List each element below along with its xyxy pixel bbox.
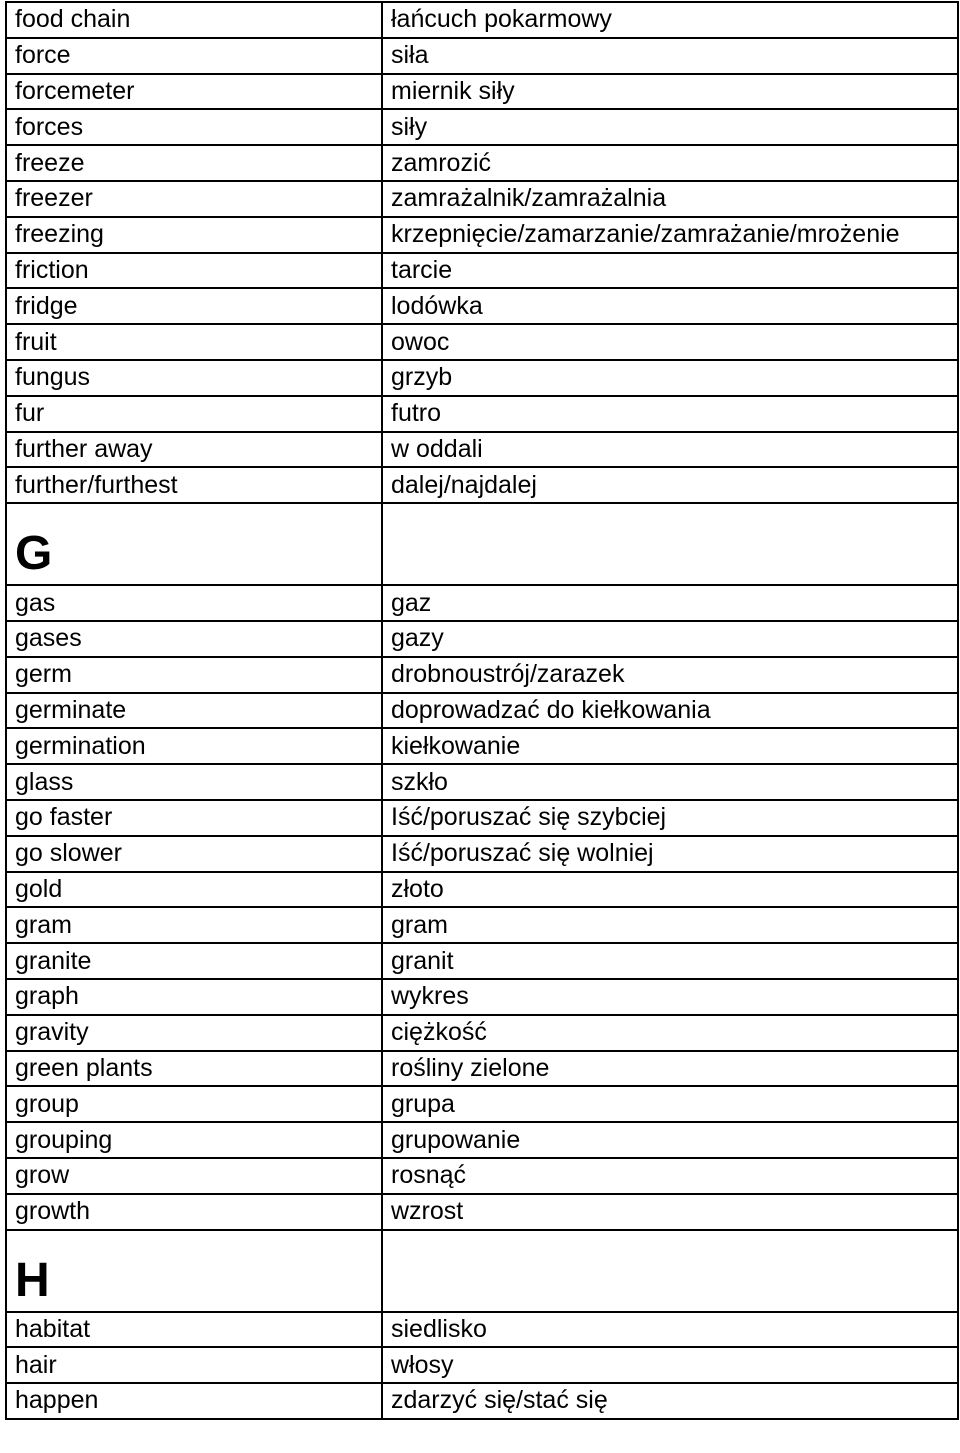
section-header-blank-cell [382,1230,958,1312]
glossary-row [6,2,958,38]
english-term: group [6,1086,382,1122]
polish-translation: granit [382,943,958,979]
english-term: freeze [6,145,382,181]
glossary-row [6,1312,958,1348]
polish-translation: rosnąć [382,1158,958,1194]
english-term: germinate [6,693,382,729]
english-term: force [6,38,382,74]
polish-translation: gazy [382,621,958,657]
polish-translation: tarcie [382,253,958,289]
english-term: green plants [6,1051,382,1087]
glossary-row [6,836,958,872]
glossary-row [6,432,958,468]
glossary-row [6,145,958,181]
glossary-row [6,109,958,145]
glossary-row [6,181,958,217]
glossary-row [6,1383,958,1419]
english-term: grow [6,1158,382,1194]
polish-translation: siedlisko [382,1312,958,1348]
english-term: freezing [6,217,382,253]
polish-translation: włosy [382,1347,958,1383]
polish-translation: miernik siły [382,74,958,110]
english-term: fridge [6,288,382,324]
glossary-row [6,1194,958,1230]
polish-translation: owoc [382,324,958,360]
glossary-body [6,2,958,1419]
polish-translation: złoto [382,872,958,908]
glossary-row [6,872,958,908]
polish-translation: gram [382,907,958,943]
glossary-row [6,288,958,324]
polish-translation: Iść/poruszać się szybciej [382,800,958,836]
glossary-row [6,943,958,979]
polish-translation: zamrozić [382,145,958,181]
polish-translation: w oddali [382,432,958,468]
english-term: gases [6,621,382,657]
english-term: further/furthest [6,467,382,503]
polish-translation: zamrażalnik/zamrażalnia [382,181,958,217]
polish-translation: doprowadzać do kiełkowania [382,693,958,729]
english-term: hair [6,1347,382,1383]
english-term: fruit [6,324,382,360]
glossary-row [6,360,958,396]
english-term: gravity [6,1015,382,1051]
polish-translation: grupowanie [382,1122,958,1158]
glossary-row [6,324,958,360]
glossary-row [6,693,958,729]
glossary-row [6,38,958,74]
glossary-row [6,467,958,503]
polish-translation: wzrost [382,1194,958,1230]
polish-translation: wykres [382,979,958,1015]
section-letter: G [6,503,382,585]
english-term: fur [6,396,382,432]
glossary-row [6,621,958,657]
polish-translation: rośliny zielone [382,1051,958,1087]
english-term: glass [6,764,382,800]
glossary-row [6,764,958,800]
english-term: freezer [6,181,382,217]
glossary-row [6,979,958,1015]
glossary-table [5,1,959,1420]
polish-translation: kiełkowanie [382,728,958,764]
polish-translation: krzepnięcie/zamarzanie/zamrażanie/mrożenie [382,217,958,253]
polish-translation: dalej/najdalej [382,467,958,503]
section-letter: H [6,1230,382,1312]
glossary-row [6,907,958,943]
english-term: graph [6,979,382,1015]
section-header-row [6,1230,958,1312]
glossary-row [6,1158,958,1194]
glossary-row [6,217,958,253]
glossary-row [6,1015,958,1051]
english-term: growth [6,1194,382,1230]
english-term: friction [6,253,382,289]
english-term: grouping [6,1122,382,1158]
polish-translation: siły [382,109,958,145]
polish-translation: drobnoustrój/zarazek [382,657,958,693]
english-term: food chain [6,2,382,38]
section-header-blank-cell [382,503,958,585]
english-term: forces [6,109,382,145]
glossary-row [6,1347,958,1383]
glossary-row [6,74,958,110]
polish-translation: futro [382,396,958,432]
glossary-row [6,657,958,693]
glossary-row [6,585,958,621]
english-term: fungus [6,360,382,396]
english-term: forcemeter [6,74,382,110]
glossary-row [6,253,958,289]
polish-translation: ciężkość [382,1015,958,1051]
glossary-row [6,1086,958,1122]
english-term: germ [6,657,382,693]
english-term: germination [6,728,382,764]
polish-translation: grupa [382,1086,958,1122]
english-term: gas [6,585,382,621]
english-term: go slower [6,836,382,872]
glossary-row [6,800,958,836]
glossary-row [6,1122,958,1158]
english-term: go faster [6,800,382,836]
glossary-row [6,396,958,432]
polish-translation: grzyb [382,360,958,396]
english-term: gold [6,872,382,908]
english-term: happen [6,1383,382,1419]
english-term: habitat [6,1312,382,1348]
english-term: granite [6,943,382,979]
glossary-row [6,728,958,764]
polish-translation: gaz [382,585,958,621]
polish-translation: siła [382,38,958,74]
english-term: gram [6,907,382,943]
glossary-row [6,1051,958,1087]
polish-translation: lodówka [382,288,958,324]
polish-translation: łańcuch pokarmowy [382,2,958,38]
polish-translation: szkło [382,764,958,800]
polish-translation: Iść/poruszać się wolniej [382,836,958,872]
english-term: further away [6,432,382,468]
polish-translation: zdarzyć się/stać się [382,1383,958,1419]
section-header-row [6,503,958,585]
